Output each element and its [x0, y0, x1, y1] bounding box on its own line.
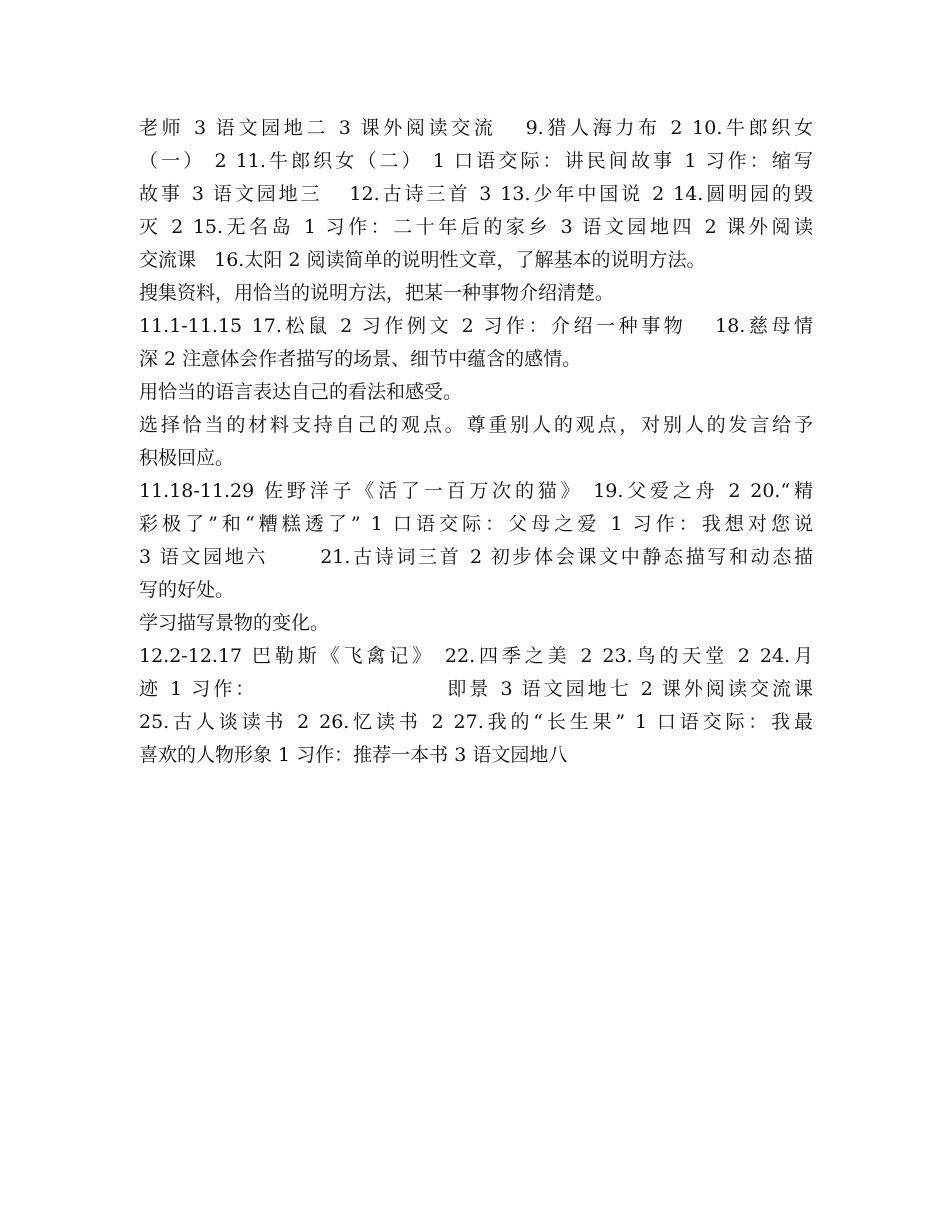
text-line: 写的好处。 — [139, 579, 235, 601]
text-line: 25.古人谈读书 2 26.忆读书 2 27.我的“长生果” 1 口语交际：我最 — [139, 711, 813, 733]
text-line: 迹 1 习作： 即景 3 语文园地七 2 课外阅读交流课 — [139, 678, 813, 700]
text-line: 交流课 16.太阳 2 阅读简单的说明性文章，了解基本的说明方法。 — [139, 249, 706, 271]
text-line: 彩极了”和“糟糕透了” 1 口语交际：父母之爱 1 习作：我想对您说 — [139, 513, 813, 535]
text-line: 学习描写景物的变化。 — [139, 612, 330, 634]
text-line: 灭 2 15.无名岛 1 习作：二十年后的家乡 3 语文园地四 2 课外阅读 — [139, 216, 813, 238]
text-line: 老师 3 语文园地二 3 课外阅读交流 9.猎人海力布 2 10.牛郎织女 — [139, 117, 813, 139]
text-line: 选择恰当的材料支持自己的观点。尊重别人的观点，对别人的发言给予 — [139, 414, 813, 436]
document-body — [139, 112, 813, 772]
text-line: 用恰当的语言表达自己的看法和感受。 — [139, 381, 463, 403]
text-line: 故事 3 语文园地三 12.古诗三首 3 13.少年中国说 2 14.圆明园的毁 — [139, 183, 813, 205]
text-line: 积极回应。 — [139, 447, 235, 469]
text-line: 3 语文园地六 21.古诗词三首 2 初步体会课文中静态描写和动态描 — [139, 546, 813, 568]
text-line: 搜集资料，用恰当的说明方法，把某一种事物介绍清楚。 — [139, 282, 615, 304]
text-line: 喜欢的人物形象 1 习作：推荐一本书 3 语文园地八 — [139, 744, 568, 766]
text-line: 12.2-12.17 巴勒斯《飞禽记》 22.四季之美 2 23.鸟的天堂 2 24.月 — [139, 645, 813, 667]
text-line: （一） 2 11.牛郎织女（二） 1 口语交际：讲民间故事 1 习作：缩写 — [139, 150, 813, 172]
text-line: 11.18-11.29 佐野洋子《活了一百万次的猫》 19.父爱之舟 2 20.“精 — [139, 480, 813, 502]
text-line: 深 2 注意体会作者描写的场景、细节中蕴含的感情。 — [139, 348, 582, 370]
text-line: 11.1-11.15 17.松鼠 2 习作例文 2 习作：介绍一种事物 18.慈母情 — [139, 315, 813, 337]
